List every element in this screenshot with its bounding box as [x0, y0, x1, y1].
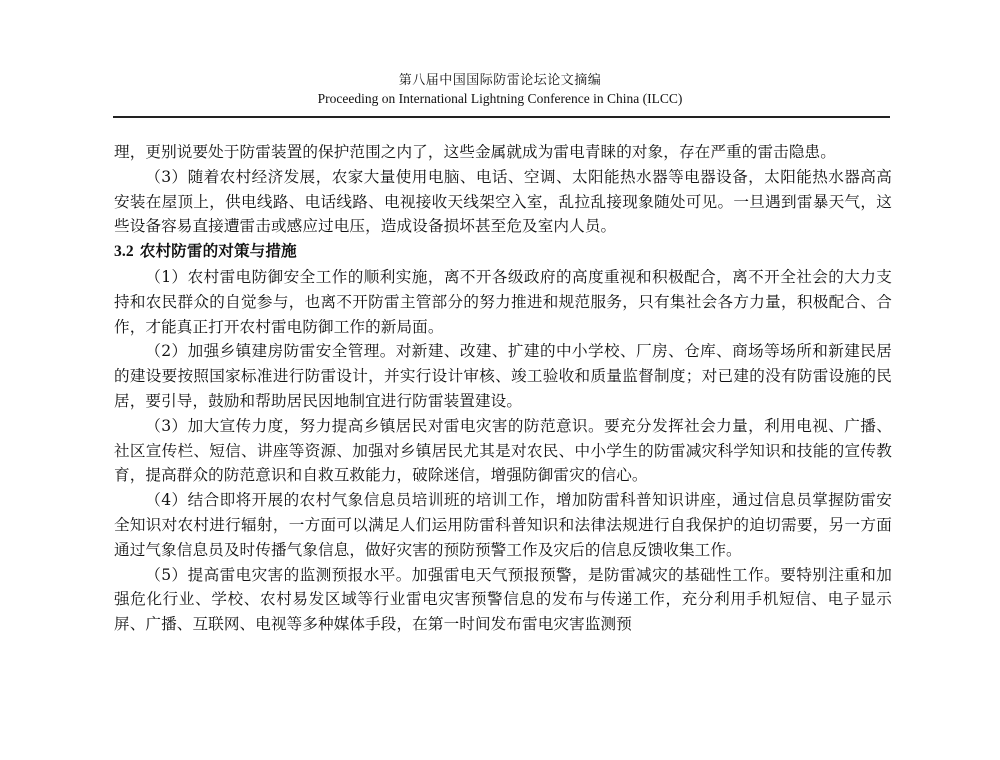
- measure-paragraph-5: （5）提高雷电灾害的监测预报水平。加强雷电天气预报预警，是防雷减灾的基础性工作。要特别注重和加强危化行业、学校、农村易发区域等行业雷电灾害预警信息的发布与传递工作，充分利用手机短信、电子显示屏、广播、互联网、电视等多种媒体手段，在第一时间发布雷电灾害监测预: [114, 565, 892, 634]
- measure-paragraph-3: （3）加大宣传力度，努力提高乡镇居民对雷电灾害的防范意识。要充分发挥社会力量，利用电视、广播、社区宣传栏、短信、讲座等资源、加强对乡镇居民尤其是对农民、中小学生的防雷减灾科学知识和技能的宣传教育，提高群众的防范意识和自救互救能力，破除迷信，增强防御雷灾的信心。: [114, 416, 892, 485]
- header-divider: [113, 116, 890, 118]
- section-number: 3.2: [114, 243, 134, 261]
- section-heading: [114, 239, 892, 265]
- paragraph-continued: 理，更别说要处于防雷装置的保护范围之内了，这些金属就成为雷电青睐的对象，存在严重的雷击隐患。: [114, 143, 836, 161]
- article-body: [114, 140, 892, 637]
- measure-paragraph-1: （1）农村雷电防御安全工作的顺利实施，离不开各级政府的高度重视和积极配合，离不开全社会的大力支持和农民群众的自觉参与，也离不开防雷主管部分的努力推进和规范服务，只有集社会各方力量，积极配合、合作，才能真正打开农村雷电防御工作的新局面。: [114, 267, 892, 336]
- measure-paragraph-4: （4）结合即将开展的农村气象信息员培训班的培训工作，增加防雷科普知识讲座，通过信息员掌握防雷安全知识对农村进行辐射，一方面可以满足人们运用防雷科普知识和法律法规进行自我保护的迫切需要，另一方面通过气象信息员及时传播气象信息，做好灾害的预防预警工作及灾后的信息反馈收集工作。: [114, 491, 892, 559]
- measure-paragraph-2: （2）加强乡镇建房防雷安全管理。对新建、改建、扩建的中小学校、厂房、仓库、商场等场所和新建民居的建设要按照国家标准进行防雷设计，并实行设计审核、竣工验收和质量监督制度；对已建的没有防雷设施的民居，要引导，鼓励和帮助居民因地制宜进行防雷装置建设。: [114, 342, 892, 410]
- proceedings-title-chinese: 第八届中国国际防雷论坛论文摘编: [398, 73, 602, 88]
- paragraph-item-3: （3）随着农村经济发展，农家大量使用电脑、电话、空调、太阳能热水器等电器设备，太阳能热水器高高安装在屋顶上，供电线路、电话线路、电视接收天线架空入室，乱拉乱接现象随处可见。一旦遇到雷暴天气，这些设备容易直接遭雷击或感应过电压，造成设备损坏甚至危及室内人员。: [114, 167, 892, 236]
- page-header: [0, 72, 1000, 108]
- proceedings-title-english: Proceeding on International Lightning Conference in China (ILCC): [317, 91, 683, 106]
- section-title: 农村防雷的对策与措施: [139, 241, 297, 261]
